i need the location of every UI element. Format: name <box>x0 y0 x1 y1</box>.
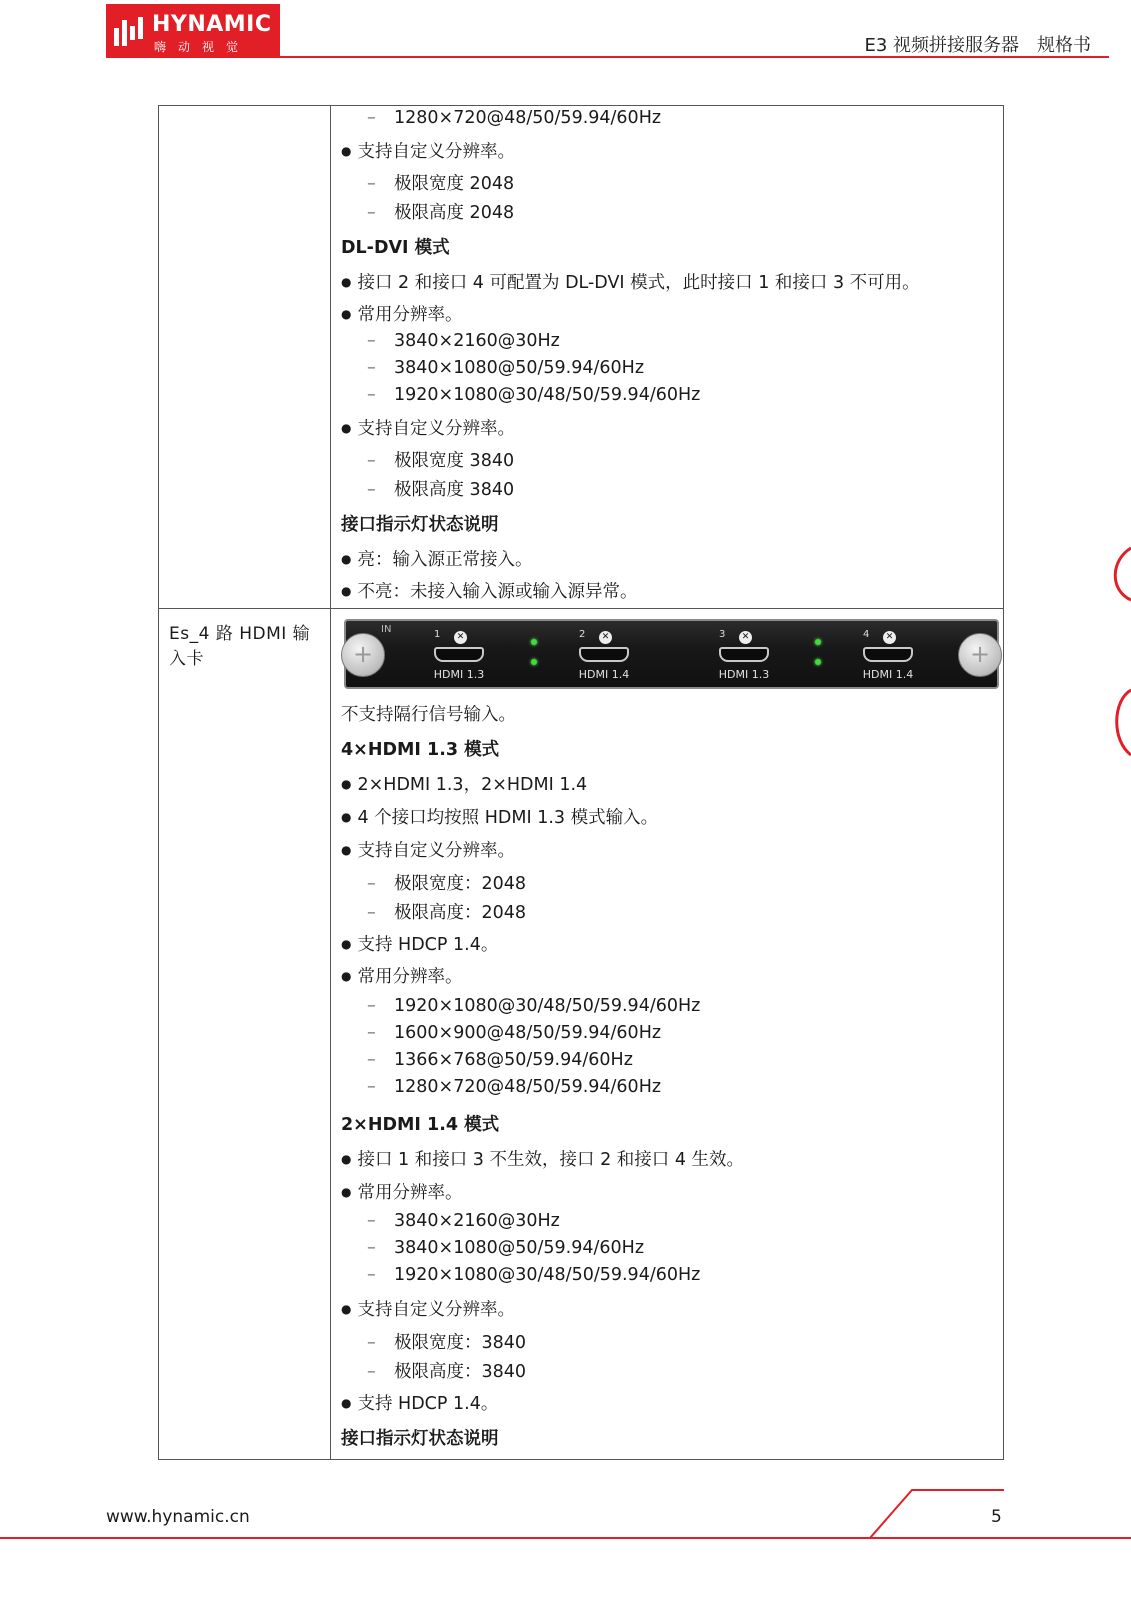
card-name-cell: Es_4 路 HDMI 输入卡 <box>169 624 311 669</box>
spec-dash-item: – 极限宽度：2048 <box>367 874 527 894</box>
spec-dash-item: – 极限高度：2048 <box>367 903 527 923</box>
spec-bullet-item: ● 2×HDMI 1.3，2×HDMI 1.4 <box>341 771 587 796</box>
led-indicator-icon <box>531 639 537 645</box>
spec-dash-item: – 极限宽度：3840 <box>367 1333 527 1353</box>
led-indicator-icon <box>815 639 821 645</box>
spec-paragraph: 不支持隔行信号输入。 <box>341 705 516 725</box>
hdmi-port-icon <box>434 647 484 662</box>
spec-dash-item: – 1600×900@48/50/59.94/60Hz <box>367 1023 662 1043</box>
spec-bullet-item: ● 支持自定义分辨率。 <box>341 1296 515 1321</box>
spec-bullet-item: ● 接口 1 和接口 3 不生效，接口 2 和接口 4 生效。 <box>341 1146 744 1171</box>
brand-subtitle: 嗨动视觉 <box>154 40 251 54</box>
port-label: HDMI 1.3 <box>718 668 770 681</box>
port-status-icon: ✕ <box>454 631 467 644</box>
spec-bullet-item: ● 不亮：未接入输入源或输入源异常。 <box>341 578 637 603</box>
spec-dash-item: – 1280×720@48/50/59.94/60Hz <box>367 1077 662 1097</box>
seal-decoration <box>1107 540 1131 770</box>
header-rule <box>106 56 1109 58</box>
hdmi-port-icon <box>719 647 769 662</box>
spec-bullet-item: ● 4 个接口均按照 HDMI 1.3 模式输入。 <box>341 804 658 829</box>
spec-dash-item: – 1920×1080@30/48/50/59.94/60Hz <box>367 385 701 405</box>
spec-bullet-item: ● 支持自定义分辨率。 <box>341 138 515 163</box>
port-number: 3 <box>719 629 726 640</box>
port-status-icon: ✕ <box>883 631 896 644</box>
spec-dash-item: – 1920×1080@30/48/50/59.94/60Hz <box>367 996 701 1016</box>
document-title: E3 视频拼接服务器 规格书 <box>864 35 1091 56</box>
port-label: HDMI 1.4 <box>862 668 914 681</box>
led-indicator-icon <box>531 659 537 665</box>
spec-dash-item: – 1366×768@50/59.94/60Hz <box>367 1050 633 1070</box>
spec-dash-item: – 极限宽度 2048 <box>367 174 515 194</box>
hdmi-input-card-image <box>344 619 999 689</box>
spec-dash-item: – 3840×1080@50/59.94/60Hz <box>367 1238 645 1258</box>
page-number: 5 <box>991 1507 1002 1527</box>
spec-bullet-item: ● 常用分辨率。 <box>341 963 462 988</box>
hynamic-logo-icon <box>112 14 146 50</box>
spec-table <box>158 105 1004 1460</box>
section-heading: 接口指示灯状态说明 <box>341 1429 499 1449</box>
port-label: HDMI 1.4 <box>578 668 630 681</box>
port-number: 4 <box>863 629 870 640</box>
led-indicator-icon <box>815 659 821 665</box>
port-number: 2 <box>579 629 586 640</box>
spec-dash-item: – 极限高度 2048 <box>367 203 515 223</box>
section-heading: 4×HDMI 1.3 模式 <box>341 740 500 760</box>
spec-dash-item: – 极限高度 3840 <box>367 480 515 500</box>
brand-name: HYNAMIC <box>152 12 272 37</box>
port-status-icon: ✕ <box>739 631 752 644</box>
column-divider <box>330 106 331 1459</box>
spec-bullet-item: ● 支持自定义分辨率。 <box>341 415 515 440</box>
spec-dash-item: – 极限高度：3840 <box>367 1362 527 1382</box>
company-logo <box>106 4 280 56</box>
port-label: HDMI 1.3 <box>433 668 485 681</box>
in-label: IN <box>381 624 392 635</box>
section-heading: DL-DVI 模式 <box>341 238 450 258</box>
spec-bullet-item: ● 支持自定义分辨率。 <box>341 837 515 862</box>
spec-dash-item: – 1920×1080@30/48/50/59.94/60Hz <box>367 1265 701 1285</box>
spec-dash-item: – 3840×2160@30Hz <box>367 331 560 351</box>
spec-bullet-item: ● 支持 HDCP 1.4。 <box>341 1390 498 1415</box>
spec-dash-item: – 1280×720@48/50/59.94/60Hz <box>367 108 662 128</box>
spec-bullet-item: ● 支持 HDCP 1.4。 <box>341 931 498 956</box>
hdmi-port-icon <box>863 647 913 662</box>
section-heading: 2×HDMI 1.4 模式 <box>341 1115 500 1135</box>
spec-bullet-item: ● 亮：输入源正常接入。 <box>341 546 532 571</box>
row-divider <box>159 608 1003 609</box>
spec-dash-item: – 3840×1080@50/59.94/60Hz <box>367 358 645 378</box>
section-heading: 接口指示灯状态说明 <box>341 515 499 535</box>
screw-left-icon <box>341 633 385 677</box>
spec-bullet-item: ● 常用分辨率。 <box>341 301 462 326</box>
port-status-icon: ✕ <box>599 631 612 644</box>
spec-dash-item: – 极限宽度 3840 <box>367 451 515 471</box>
hdmi-port-icon <box>579 647 629 662</box>
footer-website-link[interactable]: www.hynamic.cn <box>106 1507 250 1527</box>
spec-dash-item: – 3840×2160@30Hz <box>367 1211 560 1231</box>
spec-bullet-item: ● 接口 2 和接口 4 可配置为 DL-DVI 模式，此时接口 1 和接口 3 不可用。 <box>341 269 920 294</box>
spec-bullet-item: ● 常用分辨率。 <box>341 1179 462 1204</box>
screw-right-icon <box>958 633 1002 677</box>
port-number: 1 <box>434 629 441 640</box>
